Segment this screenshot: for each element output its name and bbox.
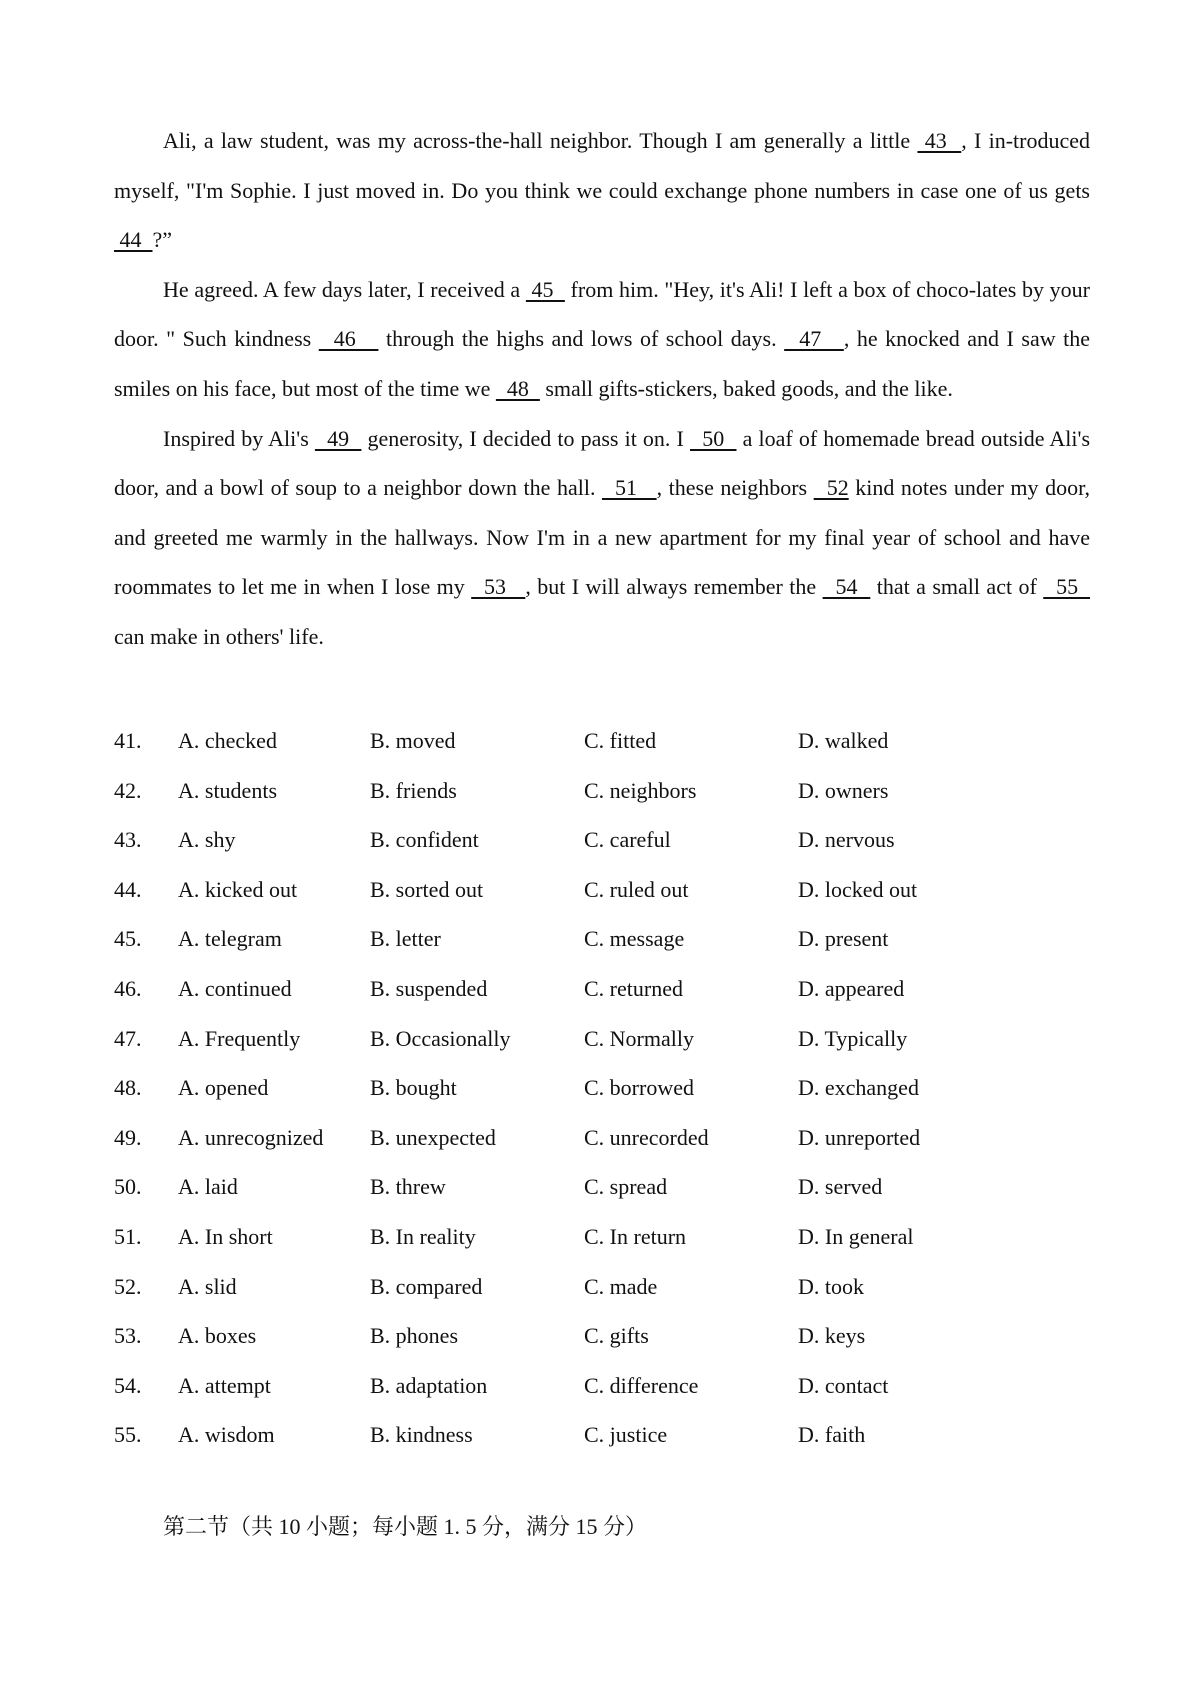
blank-number: 45 — [525, 276, 565, 302]
passage-text: generosity, I decided to pass it on. I — [361, 425, 690, 451]
blank-number: 52 — [813, 475, 849, 501]
option-d: D. walked — [798, 728, 889, 753]
question-row — [114, 1311, 1090, 1361]
option-a: A. opened — [178, 1075, 269, 1101]
option-c: C. ruled out — [584, 876, 689, 902]
passage-text: , but I will always remember the — [525, 574, 823, 600]
option-c: C. Normally — [584, 1025, 694, 1051]
passage-paragraph — [114, 116, 1090, 265]
passage-text: Ali, a law student, was my across-the-hall neighbor. Though I am generally a little — [163, 128, 918, 153]
option-c: C. neighbors — [584, 777, 697, 803]
blank-number: 46 — [318, 326, 379, 352]
question-number: 55. — [114, 1422, 142, 1448]
option-a: A. wisdom — [178, 1422, 275, 1448]
blank-number: 55 — [1043, 574, 1091, 600]
option-d: D. present — [798, 926, 889, 952]
blank-number: 50 — [690, 425, 737, 451]
question-row — [114, 815, 1090, 865]
question-number: 46. — [114, 975, 142, 1001]
option-b: B. adaptation — [370, 1372, 488, 1398]
answer-options-list — [114, 716, 1090, 1460]
question-row — [114, 716, 1090, 766]
option-d: D. exchanged — [798, 1075, 919, 1101]
option-c: C. difference — [584, 1372, 699, 1398]
question-row — [114, 1014, 1090, 1064]
option-a: A. telegram — [178, 926, 282, 952]
question-row — [114, 964, 1090, 1014]
option-a: A. slid — [178, 1273, 237, 1299]
option-b: B. threw — [370, 1174, 446, 1200]
question-row — [114, 1262, 1090, 1312]
question-row — [114, 1063, 1090, 1113]
passage-text: Inspired by Ali's — [163, 425, 315, 451]
option-b: B. moved — [370, 728, 456, 753]
blank-number: 48 — [495, 375, 540, 401]
passage-text: small gifts-stickers, baked goods, and the like. — [539, 375, 953, 401]
option-d: D. served — [798, 1174, 883, 1200]
blank-number: 51 — [601, 475, 657, 501]
passage-text: a loaf of homemade bread outside Ali's door, and a bowl of soup to a neighbor down the hall. — [114, 425, 1091, 501]
question-row — [114, 766, 1090, 816]
option-a: A. In short — [178, 1223, 273, 1249]
passage-text: , I in-troduced myself, "I'm Sophie. I just moved in. Do you think we could exchange phone numbers in case one of us gets — [114, 128, 1091, 203]
option-b: B. In reality — [370, 1223, 476, 1249]
option-b: B. phones — [370, 1323, 458, 1349]
blank-number: 54 — [822, 574, 871, 600]
option-c: C. returned — [584, 975, 683, 1001]
question-number: 49. — [114, 1124, 142, 1150]
option-a: A. attempt — [178, 1372, 271, 1398]
option-c: C. spread — [584, 1174, 668, 1200]
option-d: D. Typically — [798, 1025, 908, 1051]
question-number: 52. — [114, 1273, 142, 1299]
passage-text: He agreed. A few days later, I received a — [163, 276, 526, 302]
question-row — [114, 1162, 1090, 1212]
passage-text: , he knocked and I saw the smiles on his face, but most of the time we — [114, 326, 1091, 401]
question-number: 42. — [114, 777, 142, 803]
option-b: B. unexpected — [370, 1124, 496, 1150]
blank-number: 53 — [471, 574, 526, 600]
blank-number: 47 — [784, 326, 844, 352]
question-number: 44. — [114, 876, 142, 902]
option-c: C. borrowed — [584, 1075, 694, 1101]
option-d: D. contact — [798, 1372, 889, 1398]
option-c: C. careful — [584, 827, 671, 853]
question-row — [114, 914, 1090, 964]
option-c: C. made — [584, 1273, 658, 1299]
passage-text: can make in others' life. — [114, 623, 324, 649]
question-row — [114, 1410, 1090, 1460]
option-a: A. laid — [178, 1174, 238, 1200]
question-number: 47. — [114, 1025, 142, 1051]
option-d: D. keys — [798, 1323, 866, 1349]
question-number: 41. — [114, 728, 142, 753]
option-a: A. checked — [178, 728, 277, 753]
passage-text: from him. "Hey, it's Ali! I left a box of choco-lates by your door. " Such kindness — [114, 276, 1091, 352]
question-row — [114, 1212, 1090, 1262]
blank-number: 43 — [917, 128, 962, 153]
section-heading: 第二节（共 10 小题；每小题 1. 5 分，满分 15 分） — [163, 1514, 648, 1539]
option-a: A. kicked out — [178, 876, 298, 902]
option-d: D. took — [798, 1273, 864, 1299]
option-b: B. kindness — [370, 1422, 473, 1448]
option-b: B. confident — [370, 827, 479, 853]
option-c: C. gifts — [584, 1323, 649, 1349]
option-a: A. Frequently — [178, 1025, 301, 1051]
option-b: B. friends — [370, 777, 457, 803]
question-row — [114, 1361, 1090, 1411]
question-number: 50. — [114, 1174, 142, 1200]
option-d: D. In general — [798, 1223, 914, 1249]
option-a: A. boxes — [178, 1323, 257, 1349]
passage-text: that a small act of — [870, 574, 1044, 600]
option-d: D. nervous — [798, 827, 895, 853]
passage-text: through the highs and lows of school days. — [378, 326, 785, 352]
option-b: B. compared — [370, 1273, 483, 1299]
option-c: C. message — [584, 926, 685, 952]
blank-number: 44 — [114, 227, 153, 253]
question-number: 43. — [114, 827, 142, 853]
passage-text: ?” — [152, 227, 173, 253]
option-b: B. Occasionally — [370, 1025, 511, 1051]
question-number: 51. — [114, 1223, 142, 1249]
question-number: 48. — [114, 1075, 142, 1101]
question-number: 54. — [114, 1372, 142, 1398]
option-a: A. unrecognized — [178, 1124, 324, 1150]
option-b: B. letter — [370, 926, 441, 952]
passage-paragraph — [114, 414, 1090, 662]
option-d: D. locked out — [798, 876, 918, 902]
option-c: C. In return — [584, 1223, 687, 1249]
option-d: D. appeared — [798, 975, 905, 1001]
passage-text: , these neighbors — [656, 475, 814, 501]
option-a: A. continued — [178, 975, 292, 1001]
option-c: C. justice — [584, 1422, 668, 1448]
option-a: A. students — [178, 777, 277, 803]
option-c: C. unrecorded — [584, 1124, 709, 1150]
passage-paragraph — [114, 265, 1090, 414]
blank-number: 49 — [314, 425, 362, 451]
option-a: A. shy — [178, 827, 236, 853]
question-row — [114, 1113, 1090, 1163]
option-b: B. sorted out — [370, 876, 484, 902]
question-row — [114, 865, 1090, 915]
option-d: D. owners — [798, 777, 889, 803]
question-number: 53. — [114, 1323, 142, 1349]
cloze-passage — [114, 116, 1090, 662]
option-d: D. faith — [798, 1422, 866, 1448]
option-b: B. bought — [370, 1075, 457, 1101]
question-number: 45. — [114, 926, 142, 952]
option-b: B. suspended — [370, 975, 488, 1001]
option-c: C. fitted — [584, 728, 657, 753]
passage-text: kind notes under my door, and greeted me warmly in the hallways. Now I'm in a new apartment for my final year of school and have roommates to let me in when I lose my — [114, 475, 1091, 600]
option-d: D. unreported — [798, 1124, 921, 1150]
